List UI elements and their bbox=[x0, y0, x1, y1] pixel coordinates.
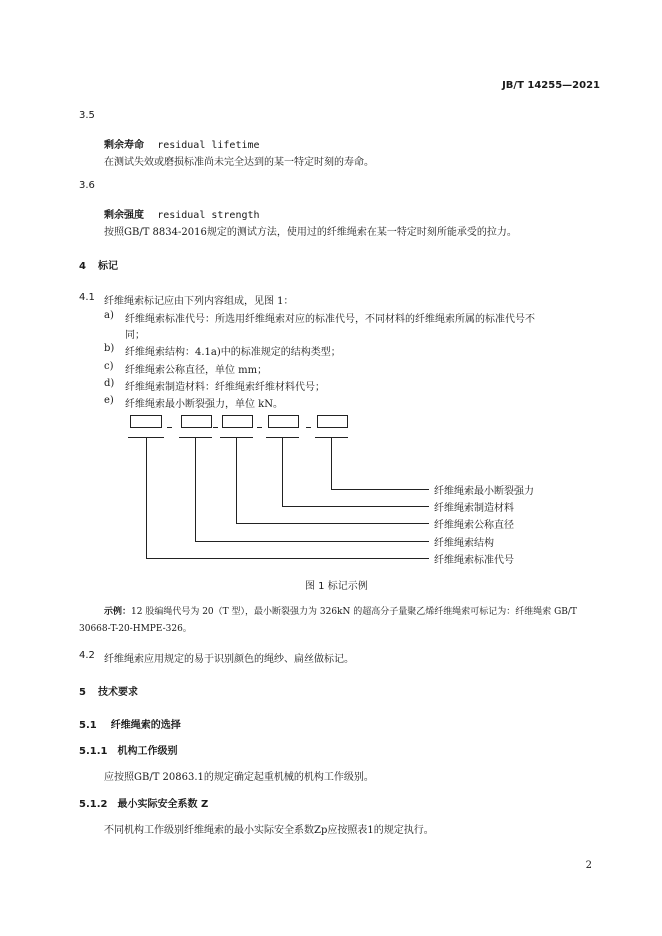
section-number: 5 bbox=[79, 687, 86, 698]
leader-material bbox=[282, 437, 283, 506]
definition-3-5: 在测试失效或磨损标准尚未完全达到的某一特定时刻的寿命。 bbox=[104, 157, 374, 168]
example-line-1 bbox=[104, 604, 577, 617]
list-item-a-cont: 同； bbox=[125, 330, 145, 341]
leader-strength bbox=[331, 437, 332, 489]
figure-label-standard-code: 纤维绳索标准代号 bbox=[434, 555, 514, 566]
clause-number: 5.1 bbox=[79, 720, 97, 731]
term-3-6 bbox=[104, 206, 260, 221]
clause-text-4-2: 纤维绳索应用规定的易于识别颜色的绳纱、扁丝做标记。 bbox=[104, 654, 354, 665]
section-5-heading bbox=[79, 683, 138, 698]
list-item-b-text: 纤维绳索结构：4.1a)中的标准规定的结构类型； bbox=[125, 347, 341, 358]
clause-text-5-1-2: 不同机构工作级别纤维绳索的最小实际安全系数Zp应按照表1的规定执行。 bbox=[104, 825, 434, 836]
clause-title: 最小实际安全系数 Z bbox=[117, 799, 209, 810]
figure-label-strength: 纤维绳索最小断裂强力 bbox=[434, 486, 534, 497]
term-3-5 bbox=[104, 136, 260, 151]
definition-3-6: 按照GB/T 8834-2016规定的测试方法，使用过的纤维绳索在某一特定时刻所能承受的拉力。 bbox=[104, 227, 517, 238]
clause-text-5-1-1: 应按照GB/T 20863.1的规定确定起重机械的机构工作级别。 bbox=[104, 772, 374, 783]
field-box-material bbox=[268, 415, 299, 428]
leader-h-material bbox=[282, 506, 429, 507]
list-item-d-label: d) bbox=[104, 378, 115, 389]
list-item-c-text: 纤维绳索公称直径，单位 mm； bbox=[125, 365, 268, 376]
figure-1-caption: 图 1 标记示例 bbox=[305, 581, 368, 592]
clause-number-3-6: 3.6 bbox=[79, 180, 95, 191]
leader-h-diameter bbox=[236, 523, 429, 524]
section-number: 4 bbox=[79, 261, 86, 272]
term-zh: 剩余强度 bbox=[104, 210, 144, 221]
term-zh: 剩余寿命 bbox=[104, 140, 144, 151]
separator-dash bbox=[167, 427, 172, 428]
leader-h-strength bbox=[331, 489, 429, 490]
leader-h-structure bbox=[195, 541, 429, 542]
field-box-strength bbox=[317, 415, 348, 428]
clause-title: 机构工作级别 bbox=[117, 746, 178, 757]
field-box-structure bbox=[181, 415, 212, 428]
clause-number-4-2: 4.2 bbox=[79, 650, 95, 661]
section-title: 技术要求 bbox=[97, 687, 138, 698]
example-line-2: 30668-T-20-HMPE-326。 bbox=[79, 624, 192, 634]
list-item-a-text: 纤维绳索标准代号：所选用纤维绳索对应的标准代号，不同材料的纤维绳索所属的标准代号不 bbox=[125, 314, 535, 325]
list-item-b-label: b) bbox=[104, 343, 115, 354]
clause-number-3-5: 3.5 bbox=[79, 110, 95, 121]
list-item-d-text: 纤维绳索制造材料：纤维绳索纤维材料代号； bbox=[125, 382, 325, 393]
clause-number-4-1: 4.1 bbox=[79, 292, 95, 303]
list-item-a-label: a) bbox=[104, 310, 114, 321]
clause-number: 5.1.2 bbox=[79, 799, 108, 810]
leader-standard-code bbox=[146, 437, 147, 558]
leader-structure bbox=[195, 437, 196, 541]
standard-code: JB/T 14255—2021 bbox=[502, 80, 600, 91]
clause-title: 纤维绳索的选择 bbox=[110, 720, 181, 731]
term-en: residual lifetime bbox=[157, 140, 260, 151]
field-box-diameter bbox=[222, 415, 253, 428]
clause-heading-5-1-1 bbox=[79, 742, 177, 757]
section-title: 标记 bbox=[97, 261, 118, 272]
section-4-heading bbox=[79, 257, 118, 272]
leader-diameter bbox=[236, 437, 237, 523]
figure-label-structure: 纤维绳索结构 bbox=[434, 538, 494, 549]
list-item-e-label: e) bbox=[104, 395, 114, 406]
clause-heading-5-1-2 bbox=[79, 795, 208, 810]
separator-dash bbox=[306, 427, 311, 428]
separator-dash bbox=[257, 427, 262, 428]
list-item-e-text: 纤维绳索最小断裂强力，单位 kN。 bbox=[125, 399, 283, 410]
clause-heading-5-1 bbox=[79, 716, 181, 731]
list-item-c-label: c) bbox=[104, 361, 114, 372]
leader-h-standard-code bbox=[146, 558, 429, 559]
term-en: residual strength bbox=[157, 210, 260, 221]
page-number: 2 bbox=[585, 860, 592, 871]
separator-dash bbox=[213, 427, 218, 428]
field-box-standard-code bbox=[130, 415, 162, 428]
clause-number: 5.1.1 bbox=[79, 746, 108, 757]
figure-label-material: 纤维绳索制造材料 bbox=[434, 503, 514, 514]
figure-label-diameter: 纤维绳索公称直径 bbox=[434, 520, 514, 531]
example-label: 示例： bbox=[104, 607, 132, 617]
example-text: 12 股编绳代号为 20（T 型），最小断裂强力为 326kN 的超高分子量聚乙烯纤维绳索可标记为：纤维绳索 GB/T bbox=[131, 607, 577, 617]
clause-text-4-1: 纤维绳索标记应由下列内容组成，见图 1： bbox=[104, 296, 294, 307]
